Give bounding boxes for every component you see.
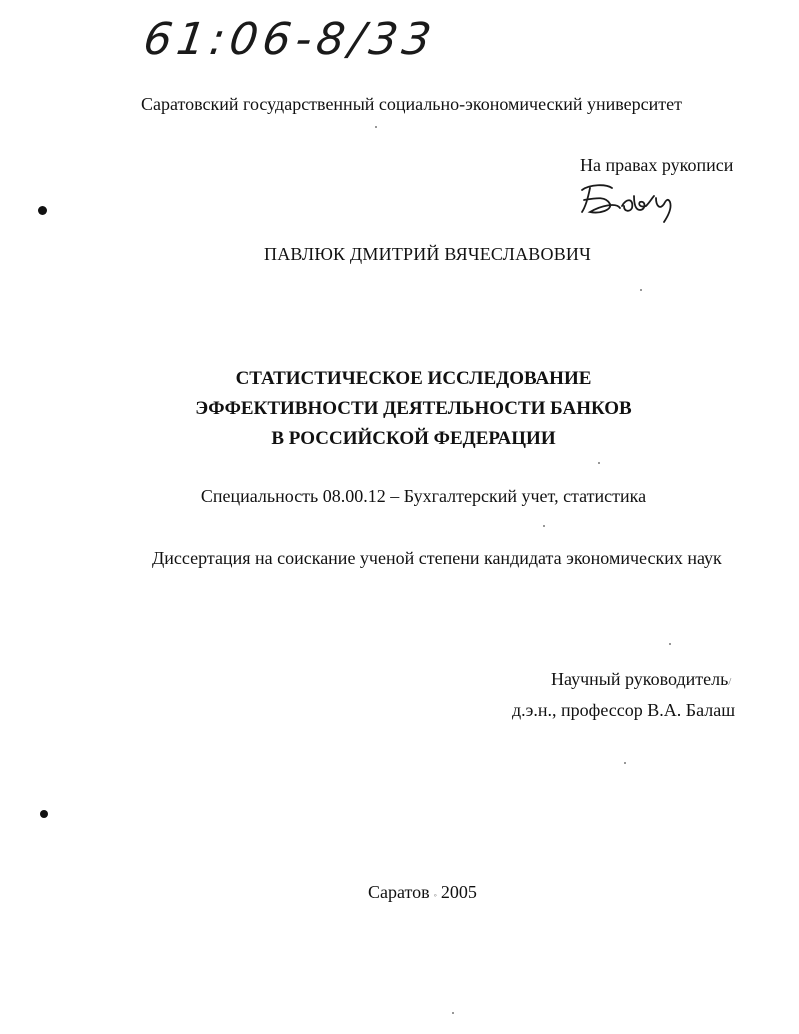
archive-number: 61:06-8/33 [140, 14, 440, 65]
dissertation-degree: Диссертация на соискание ученой степени кандидата экономических наук [152, 548, 722, 568]
title-line: СТАТИСТИЧЕСКОЕ ИССЛЕДОВАНИЕ [235, 368, 592, 389]
punch-hole-mark [38, 206, 47, 215]
supervisor-mark: / [728, 676, 732, 688]
title-line: В РОССИЙСКОЙ ФЕДЕРАЦИИ [271, 428, 556, 449]
city-year [368, 882, 477, 903]
punch-hole-mark [40, 810, 48, 818]
scan-speck [543, 525, 545, 527]
university-name: Саратовский государственный социально-экономический университет [141, 94, 682, 114]
scan-speck [624, 762, 626, 764]
city: Саратов [368, 882, 430, 902]
supervisor-label-text: Научный руководитель [551, 669, 729, 689]
city-mark: ◦ [433, 890, 437, 900]
scan-speck [640, 289, 642, 291]
scan-speck [375, 126, 377, 128]
scan-speck [598, 462, 600, 464]
supervisor-label [551, 669, 731, 690]
speciality: Специальность 08.00.12 – Бухгалтерский учет, статистика [200, 486, 647, 506]
year: 2005 [440, 882, 477, 902]
author-name: ПАВЛЮК ДМИТРИЙ ВЯЧЕСЛАВОВИЧ [264, 244, 592, 264]
author-signature [576, 176, 696, 226]
manuscript-rights-note: На правах рукописи [580, 155, 734, 175]
scan-speck [669, 643, 671, 645]
supervisor-name: д.э.н., профессор В.А. Балаш [512, 700, 736, 720]
title-line: ЭФФЕКТИВНОСТИ ДЕЯТЕЛЬНОСТИ БАНКОВ [195, 398, 632, 419]
dissertation-title [0, 364, 799, 454]
scan-speck [452, 1012, 454, 1014]
